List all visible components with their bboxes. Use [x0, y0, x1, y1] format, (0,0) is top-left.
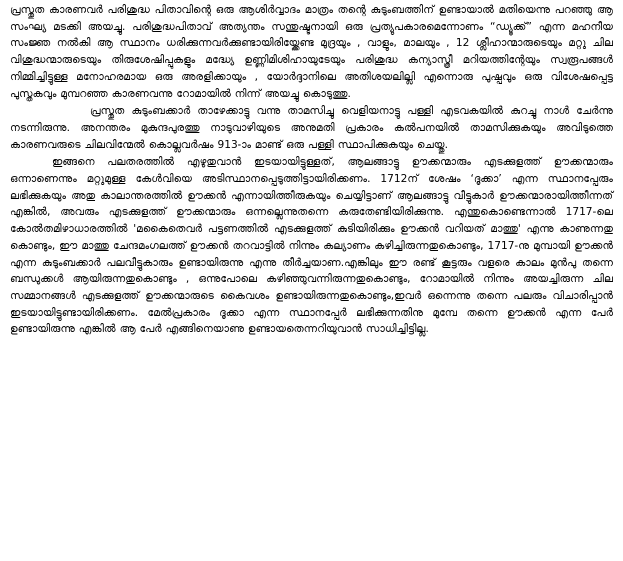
paragraph-ducal-title: പ്രസ്തുത കാരണവർ പരിശുദ്ധ പിതാവിന്റെ ഒരു ആശിർവ്വാദം മാത്രം തന്റെ കുടുംബത്തിന് ഉണ്ടായാൽ മതിയെന്നു പറഞ്ഞു ആ സംഘ്യ മടക്കി അയച്ചു. പരിശുദ്ധപിതാവ് അത്യന്തം സന്തുഷ്ടനായി ഒരു പ്രത്യുപകാരമെന്നോണം “ഡ്യൂക്ക്” എന്ന മഹനീയ സംജ്ഞ നൽകി ആ സ്ഥാനം ധരിക്കുന്നവർക്കുണ്ടായിരിയ്ക്കേണ്ട മുദ്രയും , വാളും, മാലയും , 12 ശ്ലീഹാന്മാരുടെയും മറ്റു ചില വിശുദ്ധന്മാരുടെയും തിരുശേഷിപ്പുകളും മദ്ധ്യേ ഉണ്ണിമിശിഹായുടേയും പരിശുദ്ധ കന്യാസ്ത്രീ മറിയത്തിന്റേയും സ്വരൂപങ്ങൾ നിമ്മിച്ചിട്ടുള്ള മനോഹരമായ ഒരു അരളിക്കായും , യോർദ്ദാനിലെ അതിശയലില്ലി എന്നൊരു പുഷ്പവും ഒരു വിശേഷപ്പെട്ട പുസ്തകവും മുമ്പറഞ്ഞ കാരണവന്നു റോമായിൽ നിന്ന് അയച്ചു കൊടുത്തു.: [10, 4, 613, 100]
paragraph-ookkan-origin: ഇങ്ങനെ പലതരത്തിൽ എഴുതുവാൻ ഇടയായിട്ടുള്ളത്, ആലങ്ങാട്ടു ഊക്കന്മാരും എടക്കുളത്ത് ഊക്കന്മാരും ഒന്നാണെന്നും മറ്റുമുള്ള കേൾവിയെ അടിസ്ഥാനപ്പെടുത്തിട്ടായിരിക്കണം. 1712ന് ശേഷം ‘ദൂക്കാ’ എന്ന സ്ഥാനപ്പേരും ലഭിക്കുകയും അതു കാലാന്തരത്തിൽ ഊക്കൻ എന്നായിത്തീരുകയും ചെയ്യിട്ടാണ് ആലങ്ങാട്ടു വീട്ടുകാർ ഊക്കന്മാരായിത്തീന്നത് എങ്കിൽ, അവരും എടക്കുളത്ത് ഊക്കന്മാരും ഒന്നല്ലെന്നുതന്നെ കരുതേണ്ടിയിരിക്കുന്നു. എന്തുകൊണ്ടെന്നാൽ 1717-ലെ കോൽതമിഴാധാരത്തിൽ 'മകൈതെവർ പട്ടണത്തിൽ എടക്കുളത്ത് കുടിയിരിക്കും ഊക്കൻ വറിയത് മാത്തു' എന്നു കാണുന്നതു കൊണ്ടും, ഈ മാത്തു ചേന്ദമംഗലത്ത് ഊക്കൻ തറവാട്ടിൽ നിന്നും കല്യാണം കഴിച്ചിരുന്നതുകൊണ്ടും, 1717-നു മുമ്പായി ഊക്കൻ എന്ന കുടുംബക്കാർ പലവീട്ടുകാരും ഉണ്ടായിരുന്നു എന്നു തീർച്ചയാണ.എങ്കിലും ഈ രണ്ട് കൂട്ടരും വളരെ കാലം മുൻപു തന്നെ ബന്ധുക്കൾ ആയിരുന്നതുകൊണ്ടും , ഒന്നുപോലെ കഴിഞ്ഞുവന്നിരുന്നതുകൊണ്ടും, റോമായിൽ നിന്നും അയച്ചിരുന്ന ചില സമ്മാനങ്ങൾ എടക്കുളത്ത് ഊക്കന്മാരുടെ കൈവശം ഉണ്ടായിരുന്നതുകൊണ്ടും,ഇവർ ഒന്നെന്നു തന്നെ പലരും വിചാരിപ്പാൻ ഇടയായിട്ടുണ്ടായിരിക്കണം. മേൽപ്രകാരം ദൂക്കാ എന്ന സ്ഥാനപ്പേർ ലഭിക്കുന്നതിനു മുമ്പേ തന്നെ ഊക്കൻ എന്ന പേർ ഉണ്ടായിരുന്നു എങ്കിൽ ആ പേർ എങ്ങിനെയാണു ഉണ്ടായതെന്നറിയുവാൻ സാധിച്ചിട്ടില്ല.: [10, 156, 613, 336]
paragraph-church-founding: പ്രസ്തുത കുടുംബക്കാർ താഴേക്കാട്ടു വന്നു താമസിച്ചു വെളിയനാട്ടു പള്ളി എടവകയിൽ കുറച്ചു നാൾ ചേർന്നു നടന്നിരുന്നു. അനന്തരം മുകുന്ദപുരത്തു നാടുവാഴിയുടെ അനുമതി പ്രകാരം കൽപനയിൽ താമസിക്കുകയും അവിടുത്തെ കാരണവരുടെ ചിലവിന്മേൽ കൊല്ലവർഷം 913-ാം മാണ്ട് ഒരു പള്ളി സ്ഥാപിക്കുകയും ചെയ്തു.: [10, 105, 613, 151]
